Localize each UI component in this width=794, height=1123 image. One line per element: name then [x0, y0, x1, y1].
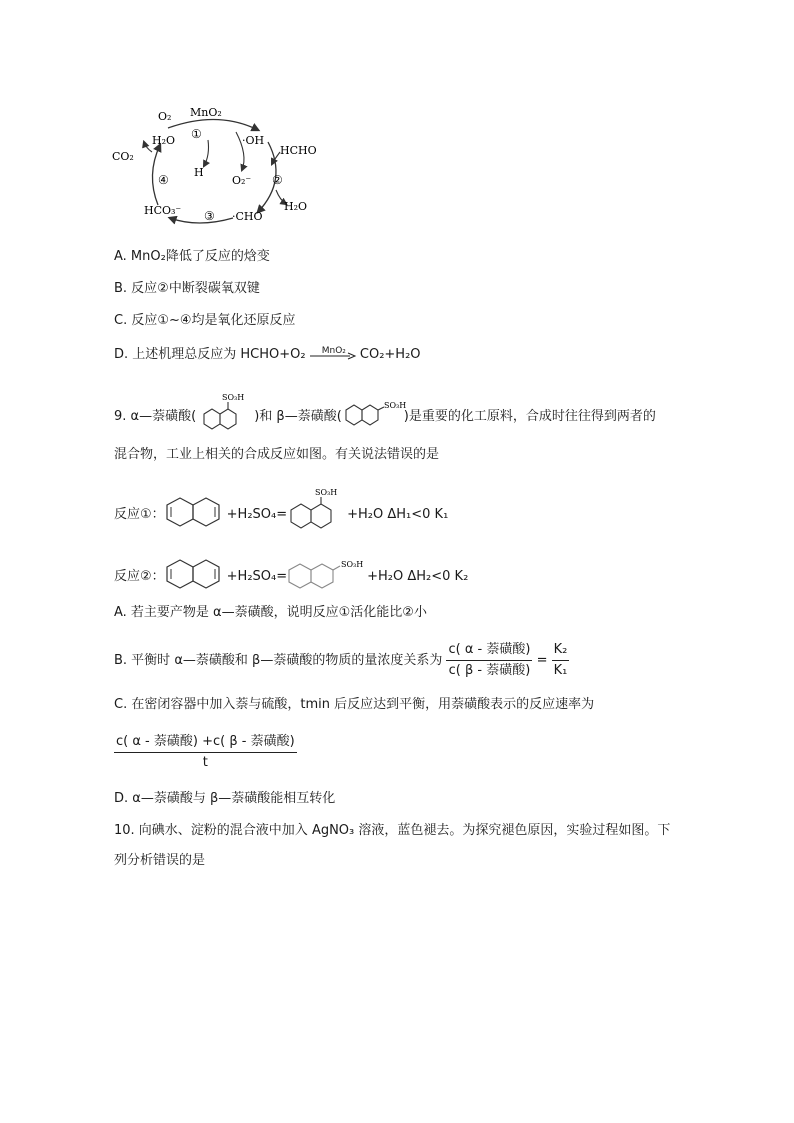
alpha-product-structure	[287, 488, 347, 532]
q10-stem-line2: 列分析错误的是	[114, 853, 206, 868]
q9-option-c: C. 在密闭容器中加入萘与硫酸，tmin 后反应达到平衡，用萘磺酸表示的反应速率为	[114, 697, 595, 712]
so3h-label: SO₃H	[222, 393, 245, 402]
cycle-arc-bottom	[170, 218, 233, 223]
q8-option-d	[114, 346, 421, 364]
catalyst-arrow	[310, 345, 356, 362]
label-step1: ①	[191, 127, 202, 141]
beta-product-structure	[287, 558, 367, 590]
q9-stem-part1: 9. α—萘磺酸(	[114, 409, 197, 424]
naphthalene-structure	[165, 556, 227, 590]
label-hcho: HCHO	[280, 144, 317, 157]
q9-stem-part2: )和 β—萘磺酸(	[254, 409, 342, 424]
label-step4: ④	[158, 173, 169, 187]
naphthalene-structure	[165, 494, 227, 528]
label-h-radical: H	[194, 166, 204, 179]
q9-stem-line1	[114, 393, 656, 434]
q9-option-b	[114, 640, 569, 681]
reaction-1-tail: +H₂O ΔH₁<0 K₁	[347, 507, 449, 522]
so3h-label: SO₃H	[341, 560, 364, 569]
reaction-2-label: 反应②：	[114, 569, 165, 584]
label-o2-minus: O₂⁻	[232, 174, 252, 187]
reaction-2-reagent: +H₂SO₄=	[226, 569, 288, 584]
k-ratio-fraction	[552, 640, 570, 681]
q8-option-a: A. MnO₂降低了反应的焓变	[114, 249, 270, 264]
q9-stem-part3: )是重要的化工原料，合成时往往得到两者的	[403, 409, 656, 424]
ratio-denominator: c( β - 萘磺酸)	[448, 663, 531, 678]
q8-option-b: B. 反应②中断裂碳氧双键	[114, 281, 260, 296]
q9-stem-line2: 混合物，工业上相关的合成反应如图。有关说法错误的是	[114, 447, 440, 462]
alpha-naphthalenesulfonic-structure	[196, 392, 254, 434]
label-step2: ②	[272, 173, 283, 187]
q9-option-b-text: B. 平衡时 α—萘磺酸和 β—萘磺酸的物质的量浓度关系为	[114, 653, 443, 668]
cycle-arc-top	[168, 119, 258, 130]
reaction-1-reagent: +H₂SO₄=	[226, 507, 288, 522]
label-cho-radical: ·CHO	[232, 210, 263, 223]
rate-numerator: c( α - 萘磺酸) +c( β - 萘磺酸)	[114, 732, 297, 753]
so3h-label: SO₃H	[383, 401, 406, 410]
reaction-1	[114, 488, 449, 532]
q10-stem-line1: 10. 向碘水、淀粉的混合液中加入 AgNO₃ 溶液，蓝色褪去。为探究褪色原因，实验过程如图。下	[114, 823, 671, 838]
label-o2: O₂	[158, 110, 172, 123]
label-h2o-out: H₂O	[284, 200, 308, 213]
so3h-label: SO₃H	[315, 488, 338, 497]
k-numerator: K₂	[552, 640, 570, 661]
equals-sign: =	[536, 653, 548, 668]
q8-option-d-text: D. 上述机理总反应为 HCHO+O₂	[114, 347, 306, 362]
ratio-numerator: c( α - 萘磺酸)	[446, 640, 532, 661]
mechanism-cycle-diagram	[108, 100, 338, 240]
k-denominator: K₁	[553, 663, 568, 678]
catalyst-label: MnO₂	[321, 345, 346, 356]
label-mno2: MnO₂	[190, 106, 222, 119]
reaction-1-label: 反应①：	[114, 507, 165, 522]
reaction-2	[114, 556, 468, 590]
arrow-co2-out	[144, 142, 152, 152]
label-co2: CO₂	[112, 150, 134, 163]
reaction-2-tail: +H₂O ΔH₂<0 K₂	[367, 569, 469, 584]
q8-option-d-products: CO₂+H₂O	[359, 347, 421, 362]
q9-option-a: A. 若主要产物是 α—萘磺酸，说明反应①活化能比②小	[114, 605, 427, 620]
arrow-to-h	[204, 140, 209, 166]
rate-denominator: t	[202, 755, 208, 770]
q9-option-d: D. α—萘磺酸与 β—萘磺酸能相互转化	[114, 791, 336, 806]
label-hco3: HCO₃⁻	[144, 204, 182, 217]
label-step3: ③	[204, 209, 215, 223]
label-h2o-in: H₂O	[152, 134, 176, 147]
label-oh-radical: ·OH	[242, 134, 265, 147]
q8-option-c: C. 反应①~④均是氧化还原反应	[114, 313, 296, 328]
rate-expression-fraction	[114, 732, 297, 773]
beta-naphthalenesulfonic-structure	[342, 398, 404, 428]
concentration-ratio-fraction	[446, 640, 532, 681]
